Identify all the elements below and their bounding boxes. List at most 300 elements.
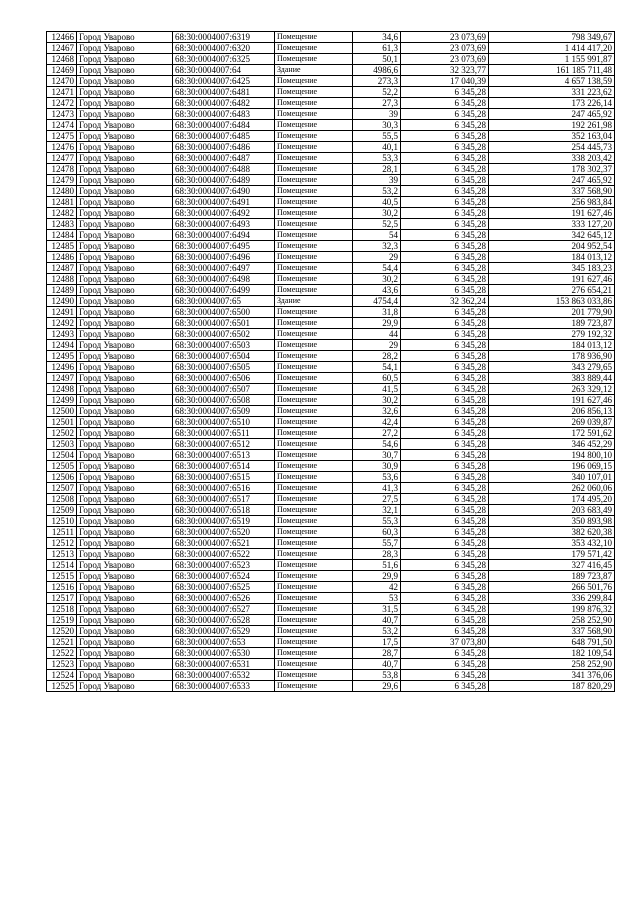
cadastral-value-cell: 254 445,73 [489, 142, 615, 153]
row-number-cell: 12496 [47, 362, 77, 373]
specific-value-cell: 6 345,28 [401, 571, 489, 582]
row-number-cell: 12516 [47, 582, 77, 593]
specific-value-cell: 6 345,28 [401, 527, 489, 538]
object-type-cell: Помещение [275, 516, 353, 527]
cadastral-value-cell: 258 252,90 [489, 615, 615, 626]
table-row [47, 197, 615, 208]
cadastral-value-cell: 204 952,54 [489, 241, 615, 252]
table-row [47, 362, 615, 373]
locality-cell: Город Уварово [77, 329, 173, 340]
row-number-cell: 12507 [47, 483, 77, 494]
cadastral-number-cell: 68:30:0004007:6504 [173, 351, 275, 362]
row-number-cell: 12497 [47, 373, 77, 384]
area-cell: 53 [353, 593, 401, 604]
row-number-cell: 12466 [47, 32, 77, 43]
row-number-cell: 12482 [47, 208, 77, 219]
row-number-cell: 12475 [47, 131, 77, 142]
cadastral-value-cell: 196 069,15 [489, 461, 615, 472]
area-cell: 27,2 [353, 428, 401, 439]
area-cell: 61,3 [353, 43, 401, 54]
specific-value-cell: 6 345,28 [401, 142, 489, 153]
object-type-cell: Помещение [275, 252, 353, 263]
specific-value-cell: 6 345,28 [401, 659, 489, 670]
object-type-cell: Помещение [275, 131, 353, 142]
row-number-cell: 12499 [47, 395, 77, 406]
table-row [47, 175, 615, 186]
specific-value-cell: 23 073,69 [401, 32, 489, 43]
locality-cell: Город Уварово [77, 230, 173, 241]
locality-cell: Город Уварово [77, 362, 173, 373]
cadastral-value-cell: 262 060,06 [489, 483, 615, 494]
table-row [47, 153, 615, 164]
area-cell: 54 [353, 230, 401, 241]
row-number-cell: 12525 [47, 681, 77, 692]
cadastral-number-cell: 68:30:0004007:6505 [173, 362, 275, 373]
row-number-cell: 12467 [47, 43, 77, 54]
object-type-cell: Помещение [275, 571, 353, 582]
cadastral-value-cell: 191 627,46 [489, 395, 615, 406]
table-row [47, 670, 615, 681]
cadastral-number-cell: 68:30:0004007:6513 [173, 450, 275, 461]
cadastral-number-cell: 68:30:0004007:6501 [173, 318, 275, 329]
locality-cell: Город Уварово [77, 461, 173, 472]
area-cell: 54,1 [353, 362, 401, 373]
table-row [47, 450, 615, 461]
locality-cell: Город Уварово [77, 296, 173, 307]
row-number-cell: 12498 [47, 384, 77, 395]
object-type-cell: Помещение [275, 527, 353, 538]
object-type-cell: Помещение [275, 604, 353, 615]
area-cell: 4986,6 [353, 65, 401, 76]
table-body [47, 32, 615, 692]
object-type-cell: Помещение [275, 208, 353, 219]
specific-value-cell: 6 345,28 [401, 109, 489, 120]
cadastral-value-cell: 178 302,37 [489, 164, 615, 175]
row-number-cell: 12468 [47, 54, 77, 65]
table-row [47, 637, 615, 648]
locality-cell: Город Уварово [77, 549, 173, 560]
cadastral-number-cell: 68:30:0004007:6509 [173, 406, 275, 417]
cadastral-number-cell: 68:30:0004007:6425 [173, 76, 275, 87]
row-number-cell: 12485 [47, 241, 77, 252]
specific-value-cell: 6 345,28 [401, 153, 489, 164]
object-type-cell: Помещение [275, 142, 353, 153]
table-row [47, 428, 615, 439]
cadastral-number-cell: 68:30:0004007:6497 [173, 263, 275, 274]
table-row [47, 142, 615, 153]
document-page [46, 31, 614, 692]
area-cell: 32,3 [353, 241, 401, 252]
specific-value-cell: 6 345,28 [401, 615, 489, 626]
specific-value-cell: 6 345,28 [401, 329, 489, 340]
table-row [47, 98, 615, 109]
row-number-cell: 12501 [47, 417, 77, 428]
cadastral-number-cell: 68:30:0004007:6484 [173, 120, 275, 131]
specific-value-cell: 6 345,28 [401, 604, 489, 615]
area-cell: 55,7 [353, 538, 401, 549]
row-number-cell: 12494 [47, 340, 77, 351]
specific-value-cell: 6 345,28 [401, 175, 489, 186]
area-cell: 54,4 [353, 263, 401, 274]
cadastral-number-cell: 68:30:0004007:6527 [173, 604, 275, 615]
table-row [47, 208, 615, 219]
specific-value-cell: 6 345,28 [401, 670, 489, 681]
row-number-cell: 12486 [47, 252, 77, 263]
row-number-cell: 12479 [47, 175, 77, 186]
row-number-cell: 12503 [47, 439, 77, 450]
cadastral-value-table [46, 31, 615, 692]
cadastral-value-cell: 201 779,90 [489, 307, 615, 318]
table-row [47, 384, 615, 395]
cadastral-number-cell: 68:30:0004007:6486 [173, 142, 275, 153]
object-type-cell: Помещение [275, 175, 353, 186]
object-type-cell: Помещение [275, 428, 353, 439]
object-type-cell: Помещение [275, 505, 353, 516]
area-cell: 41,5 [353, 384, 401, 395]
locality-cell: Город Уварово [77, 604, 173, 615]
object-type-cell: Помещение [275, 373, 353, 384]
table-row [47, 582, 615, 593]
cadastral-value-cell: 191 627,46 [489, 274, 615, 285]
table-row [47, 131, 615, 142]
specific-value-cell: 37 073,80 [401, 637, 489, 648]
cadastral-value-cell: 337 568,90 [489, 186, 615, 197]
area-cell: 44 [353, 329, 401, 340]
cadastral-number-cell: 68:30:0004007:6533 [173, 681, 275, 692]
object-type-cell: Помещение [275, 54, 353, 65]
cadastral-number-cell: 68:30:0004007:6490 [173, 186, 275, 197]
area-cell: 41,3 [353, 483, 401, 494]
object-type-cell: Помещение [275, 648, 353, 659]
cadastral-value-cell: 192 261,98 [489, 120, 615, 131]
locality-cell: Город Уварово [77, 637, 173, 648]
object-type-cell: Помещение [275, 494, 353, 505]
specific-value-cell: 6 345,28 [401, 318, 489, 329]
specific-value-cell: 6 345,28 [401, 681, 489, 692]
object-type-cell: Помещение [275, 395, 353, 406]
object-type-cell: Помещение [275, 626, 353, 637]
area-cell: 40,7 [353, 659, 401, 670]
table-row [47, 329, 615, 340]
cadastral-number-cell: 68:30:0004007:6488 [173, 164, 275, 175]
row-number-cell: 12522 [47, 648, 77, 659]
row-number-cell: 12477 [47, 153, 77, 164]
specific-value-cell: 6 345,28 [401, 87, 489, 98]
object-type-cell: Помещение [275, 593, 353, 604]
object-type-cell: Помещение [275, 549, 353, 560]
cadastral-value-cell: 184 013,12 [489, 252, 615, 263]
cadastral-number-cell: 68:30:0004007:6528 [173, 615, 275, 626]
area-cell: 34,6 [353, 32, 401, 43]
area-cell: 28,3 [353, 549, 401, 560]
row-number-cell: 12474 [47, 120, 77, 131]
object-type-cell: Помещение [275, 230, 353, 241]
table-row [47, 593, 615, 604]
row-number-cell: 12511 [47, 527, 77, 538]
object-type-cell: Помещение [275, 98, 353, 109]
cadastral-number-cell: 68:30:0004007:6499 [173, 285, 275, 296]
specific-value-cell: 23 073,69 [401, 54, 489, 65]
area-cell: 54,6 [353, 439, 401, 450]
area-cell: 53,3 [353, 153, 401, 164]
specific-value-cell: 17 040,39 [401, 76, 489, 87]
specific-value-cell: 6 345,28 [401, 450, 489, 461]
area-cell: 4754,4 [353, 296, 401, 307]
object-type-cell: Помещение [275, 197, 353, 208]
cadastral-number-cell: 68:30:0004007:6493 [173, 219, 275, 230]
area-cell: 53,6 [353, 472, 401, 483]
object-type-cell: Здание [275, 65, 353, 76]
locality-cell: Город Уварово [77, 472, 173, 483]
cadastral-number-cell: 68:30:0004007:6495 [173, 241, 275, 252]
object-type-cell: Помещение [275, 406, 353, 417]
object-type-cell: Здание [275, 296, 353, 307]
specific-value-cell: 6 345,28 [401, 263, 489, 274]
cadastral-value-cell: 331 223,62 [489, 87, 615, 98]
specific-value-cell: 6 345,28 [401, 538, 489, 549]
row-number-cell: 12505 [47, 461, 77, 472]
table-row [47, 538, 615, 549]
table-row [47, 604, 615, 615]
specific-value-cell: 6 345,28 [401, 417, 489, 428]
area-cell: 32,6 [353, 406, 401, 417]
table-row [47, 516, 615, 527]
locality-cell: Город Уварово [77, 483, 173, 494]
locality-cell: Город Уварово [77, 505, 173, 516]
object-type-cell: Помещение [275, 417, 353, 428]
locality-cell: Город Уварово [77, 197, 173, 208]
cadastral-number-cell: 68:30:0004007:6511 [173, 428, 275, 439]
cadastral-number-cell: 68:30:0004007:6525 [173, 582, 275, 593]
object-type-cell: Помещение [275, 263, 353, 274]
locality-cell: Город Уварово [77, 109, 173, 120]
area-cell: 29,9 [353, 571, 401, 582]
table-row [47, 65, 615, 76]
cadastral-number-cell: 68:30:0004007:6515 [173, 472, 275, 483]
locality-cell: Город Уварово [77, 87, 173, 98]
area-cell: 55,3 [353, 516, 401, 527]
area-cell: 29 [353, 252, 401, 263]
object-type-cell: Помещение [275, 582, 353, 593]
cadastral-number-cell: 68:30:0004007:6320 [173, 43, 275, 54]
locality-cell: Город Уварово [77, 373, 173, 384]
row-number-cell: 12491 [47, 307, 77, 318]
cadastral-number-cell: 68:30:0004007:653 [173, 637, 275, 648]
locality-cell: Город Уварово [77, 54, 173, 65]
row-number-cell: 12523 [47, 659, 77, 670]
locality-cell: Город Уварово [77, 153, 173, 164]
table-row [47, 43, 615, 54]
cadastral-value-cell: 247 465,92 [489, 109, 615, 120]
table-row [47, 252, 615, 263]
specific-value-cell: 23 073,69 [401, 43, 489, 54]
row-number-cell: 12519 [47, 615, 77, 626]
area-cell: 39 [353, 109, 401, 120]
specific-value-cell: 6 345,28 [401, 472, 489, 483]
cadastral-value-cell: 247 465,92 [489, 175, 615, 186]
locality-cell: Город Уварово [77, 450, 173, 461]
locality-cell: Город Уварово [77, 219, 173, 230]
cadastral-number-cell: 68:30:0004007:6507 [173, 384, 275, 395]
locality-cell: Город Уварово [77, 186, 173, 197]
object-type-cell: Помещение [275, 164, 353, 175]
locality-cell: Город Уварово [77, 307, 173, 318]
area-cell: 30,9 [353, 461, 401, 472]
row-number-cell: 12471 [47, 87, 77, 98]
locality-cell: Город Уварово [77, 384, 173, 395]
cadastral-number-cell: 68:30:0004007:6502 [173, 329, 275, 340]
locality-cell: Город Уварово [77, 428, 173, 439]
locality-cell: Город Уварово [77, 538, 173, 549]
cadastral-number-cell: 68:30:0004007:6512 [173, 439, 275, 450]
cadastral-value-cell: 174 495,20 [489, 494, 615, 505]
object-type-cell: Помещение [275, 241, 353, 252]
area-cell: 43,6 [353, 285, 401, 296]
object-type-cell: Помещение [275, 538, 353, 549]
specific-value-cell: 6 345,28 [401, 406, 489, 417]
area-cell: 40,7 [353, 615, 401, 626]
row-number-cell: 12517 [47, 593, 77, 604]
specific-value-cell: 6 345,28 [401, 560, 489, 571]
table-row [47, 472, 615, 483]
cadastral-value-cell: 179 571,42 [489, 549, 615, 560]
cadastral-value-cell: 173 226,14 [489, 98, 615, 109]
object-type-cell: Помещение [275, 384, 353, 395]
specific-value-cell: 6 345,28 [401, 274, 489, 285]
locality-cell: Город Уварово [77, 241, 173, 252]
table-row [47, 615, 615, 626]
table-row [47, 351, 615, 362]
table-row [47, 186, 615, 197]
area-cell: 30,3 [353, 120, 401, 131]
row-number-cell: 12481 [47, 197, 77, 208]
cadastral-number-cell: 68:30:0004007:6506 [173, 373, 275, 384]
row-number-cell: 12480 [47, 186, 77, 197]
row-number-cell: 12506 [47, 472, 77, 483]
row-number-cell: 12514 [47, 560, 77, 571]
cadastral-value-cell: 338 203,42 [489, 153, 615, 164]
cadastral-number-cell: 68:30:0004007:6500 [173, 307, 275, 318]
cadastral-value-cell: 337 568,90 [489, 626, 615, 637]
locality-cell: Город Уварово [77, 164, 173, 175]
cadastral-number-cell: 68:30:0004007:6494 [173, 230, 275, 241]
object-type-cell: Помещение [275, 472, 353, 483]
specific-value-cell: 6 345,28 [401, 505, 489, 516]
object-type-cell: Помещение [275, 351, 353, 362]
cadastral-value-cell: 266 501,76 [489, 582, 615, 593]
locality-cell: Город Уварово [77, 516, 173, 527]
row-number-cell: 12524 [47, 670, 77, 681]
cadastral-value-cell: 340 107,01 [489, 472, 615, 483]
cadastral-number-cell: 68:30:0004007:6518 [173, 505, 275, 516]
specific-value-cell: 6 345,28 [401, 483, 489, 494]
object-type-cell: Помещение [275, 659, 353, 670]
object-type-cell: Помещение [275, 615, 353, 626]
cadastral-value-cell: 203 683,49 [489, 505, 615, 516]
cadastral-number-cell: 68:30:0004007:64 [173, 65, 275, 76]
cadastral-number-cell: 68:30:0004007:6492 [173, 208, 275, 219]
specific-value-cell: 6 345,28 [401, 373, 489, 384]
object-type-cell: Помещение [275, 307, 353, 318]
specific-value-cell: 6 345,28 [401, 186, 489, 197]
row-number-cell: 12487 [47, 263, 77, 274]
locality-cell: Город Уварово [77, 582, 173, 593]
locality-cell: Город Уварово [77, 527, 173, 538]
object-type-cell: Помещение [275, 483, 353, 494]
cadastral-value-cell: 184 013,12 [489, 340, 615, 351]
cadastral-value-cell: 1 414 417,20 [489, 43, 615, 54]
specific-value-cell: 6 345,28 [401, 362, 489, 373]
table-row [47, 483, 615, 494]
table-row [47, 296, 615, 307]
object-type-cell: Помещение [275, 637, 353, 648]
row-number-cell: 12504 [47, 450, 77, 461]
cadastral-value-cell: 382 620,38 [489, 527, 615, 538]
row-number-cell: 12476 [47, 142, 77, 153]
object-type-cell: Помещение [275, 450, 353, 461]
object-type-cell: Помещение [275, 219, 353, 230]
cadastral-number-cell: 68:30:0004007:6498 [173, 274, 275, 285]
cadastral-number-cell: 68:30:0004007:6503 [173, 340, 275, 351]
object-type-cell: Помещение [275, 153, 353, 164]
locality-cell: Город Уварово [77, 120, 173, 131]
table-row [47, 340, 615, 351]
object-type-cell: Помещение [275, 109, 353, 120]
area-cell: 30,2 [353, 395, 401, 406]
locality-cell: Город Уварово [77, 98, 173, 109]
cadastral-value-cell: 345 183,23 [489, 263, 615, 274]
table-row [47, 285, 615, 296]
specific-value-cell: 6 345,28 [401, 164, 489, 175]
locality-cell: Город Уварово [77, 274, 173, 285]
row-number-cell: 12489 [47, 285, 77, 296]
specific-value-cell: 6 345,28 [401, 428, 489, 439]
object-type-cell: Помещение [275, 362, 353, 373]
cadastral-value-cell: 648 791,50 [489, 637, 615, 648]
area-cell: 42,4 [353, 417, 401, 428]
area-cell: 28,1 [353, 164, 401, 175]
cadastral-number-cell: 68:30:0004007:6517 [173, 494, 275, 505]
cadastral-value-cell: 341 376,06 [489, 670, 615, 681]
row-number-cell: 12490 [47, 296, 77, 307]
specific-value-cell: 6 345,28 [401, 252, 489, 263]
cadastral-number-cell: 68:30:0004007:6521 [173, 538, 275, 549]
locality-cell: Город Уварово [77, 285, 173, 296]
specific-value-cell: 6 345,28 [401, 241, 489, 252]
table-row [47, 32, 615, 43]
row-number-cell: 12502 [47, 428, 77, 439]
area-cell: 52,5 [353, 219, 401, 230]
object-type-cell: Помещение [275, 461, 353, 472]
cadastral-number-cell: 68:30:0004007:6489 [173, 175, 275, 186]
row-number-cell: 12488 [47, 274, 77, 285]
specific-value-cell: 6 345,28 [401, 351, 489, 362]
cadastral-number-cell: 68:30:0004007:6531 [173, 659, 275, 670]
locality-cell: Город Уварово [77, 32, 173, 43]
table-row [47, 549, 615, 560]
table-row [47, 87, 615, 98]
area-cell: 17,5 [353, 637, 401, 648]
object-type-cell: Помещение [275, 670, 353, 681]
cadastral-value-cell: 189 723,87 [489, 318, 615, 329]
cadastral-value-cell: 327 416,45 [489, 560, 615, 571]
area-cell: 55,5 [353, 131, 401, 142]
table-row [47, 461, 615, 472]
table-row [47, 263, 615, 274]
table-row [47, 626, 615, 637]
area-cell: 50,1 [353, 54, 401, 65]
locality-cell: Город Уварово [77, 648, 173, 659]
